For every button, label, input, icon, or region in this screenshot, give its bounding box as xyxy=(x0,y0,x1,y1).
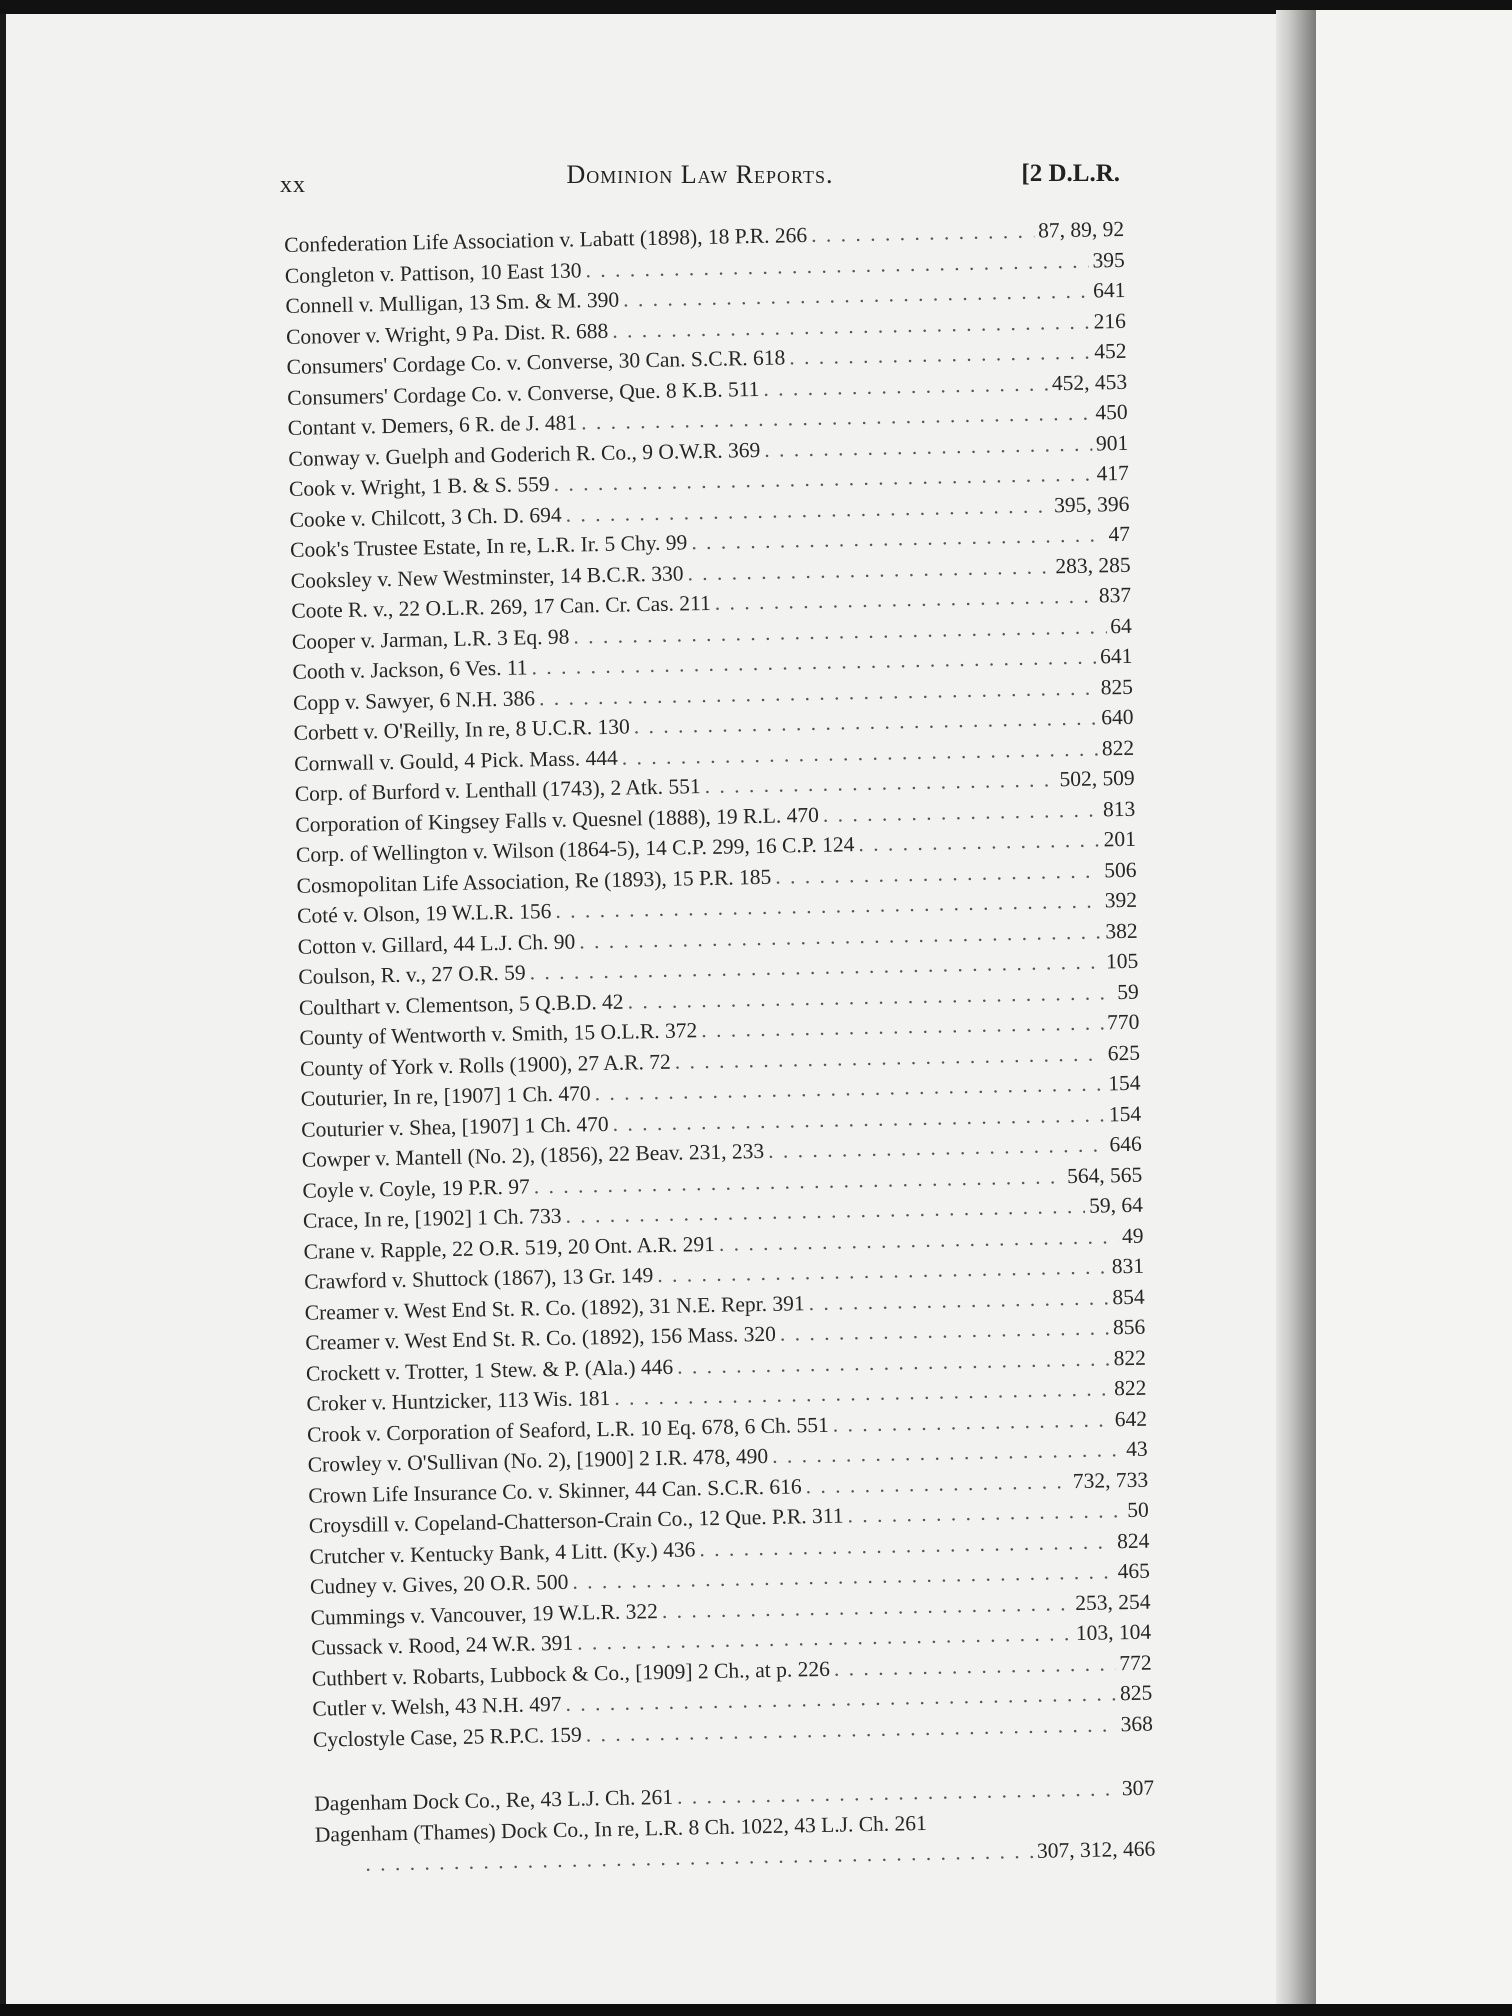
page-references: 392 xyxy=(1104,887,1138,913)
case-citation: Cussack v. Rood, 24 W.R. 391 xyxy=(310,1630,574,1660)
page-references: 831 xyxy=(1111,1253,1145,1279)
case-citation: Cooth v. Jackson, 6 Ves. 11 xyxy=(292,655,528,684)
page-references: 770 xyxy=(1106,1009,1140,1035)
case-citation: Cummings v. Vancouver, 19 W.L.R. 322 xyxy=(310,1598,659,1630)
case-citation: Crowley v. O'Sullivan (No. 2), [1900] 2 I.R. 478, 490 xyxy=(307,1443,769,1477)
case-citation: Coyle v. Coyle, 19 P.R. 97 xyxy=(302,1173,530,1203)
page-references: 822 xyxy=(1113,1375,1147,1401)
running-title: Dominion Law Reports. xyxy=(566,160,834,189)
page-references: 856 xyxy=(1112,1314,1146,1340)
page-references: 49 xyxy=(1121,1223,1144,1248)
right-page xyxy=(1316,10,1512,2004)
page-references: 395 xyxy=(1092,247,1125,272)
page-references: 854 xyxy=(1112,1284,1145,1309)
page-header xyxy=(280,160,1120,200)
case-citation: Cotton v. Gillard, 44 L.J. Ch. 90 xyxy=(297,929,576,959)
case-citation: Corp. of Burford v. Lenthall (1743), 2 Atk. 551 xyxy=(294,774,701,806)
case-citation: Cook's Trustee Estate, In re, L.R. Ir. 5 Chy. 99 xyxy=(289,530,688,562)
page-references: 59, 64 xyxy=(1088,1192,1144,1218)
table-of-cases xyxy=(284,214,1156,1880)
case-citation: Cornwall v. Gould, 4 Pick. Mass. 444 xyxy=(294,745,618,776)
case-citation: Cosmopolitan Life Association, Re (1893), 15 P.R. 185 xyxy=(296,864,772,898)
case-citation: Corporation of Kingsey Falls v. Quesnel (1888), 19 R.L. 470 xyxy=(295,802,820,837)
case-citation: County of Wentworth v. Smith, 15 O.L.R. 372 xyxy=(299,1018,698,1050)
dot-leader xyxy=(858,824,1100,859)
case-citation: Consumers' Cordage Co. v. Converse, Que. 8 K.B. 511 xyxy=(286,376,760,410)
page-references: 822 xyxy=(1101,735,1135,760)
case-citation: Cowper v. Mantell (No. 2), (1856), 22 Beav. 231, 233 xyxy=(301,1138,765,1172)
case-citation: Cudney v. Gives, 20 O.R. 500 xyxy=(309,1569,569,1599)
page-references: 87, 89, 92 xyxy=(1037,216,1125,243)
page-references: 307 xyxy=(1121,1775,1155,1801)
page-references: 837 xyxy=(1098,582,1132,608)
case-citation: Crawford v. Shuttock (1867), 13 Gr. 149 xyxy=(303,1263,654,1294)
case-citation: Cooper v. Jarman, L.R. 3 Eq. 98 xyxy=(291,624,570,654)
case-citation: Crutcher v. Kentucky Bank, 4 Litt. (Ky.) 436 xyxy=(309,1536,696,1569)
case-citation: Coulthart v. Clementson, 5 Q.B.D. 42 xyxy=(298,989,624,1020)
page-references: 382 xyxy=(1105,918,1138,943)
page-references: 105 xyxy=(1105,948,1139,974)
case-citation: Creamer v. West End St. R. Co. (1892), 31 N.E. Repr. 391 xyxy=(304,1290,805,1325)
page-references: 824 xyxy=(1116,1528,1150,1553)
page-references: 47 xyxy=(1108,521,1131,547)
case-citation: County of York v. Rolls (1900), 27 A.R. 72 xyxy=(299,1049,671,1081)
book-gutter xyxy=(1276,10,1316,2004)
case-citation: Cooksley v. New Westminster, 14 B.C.R. 330 xyxy=(290,560,684,593)
page-references: 465 xyxy=(1117,1558,1151,1584)
case-citation: Conway v. Guelph and Goderich R. Co., 9 O.W.R. 369 xyxy=(288,437,761,471)
case-citation: Confederation Life Association v. Labatt (1898), 18 P.R. 266 xyxy=(284,222,808,257)
page-references: 625 xyxy=(1107,1040,1141,1065)
page-references: 825 xyxy=(1100,674,1134,699)
dot-leader xyxy=(811,216,1035,251)
page-references: 59 xyxy=(1117,979,1140,1004)
case-citation: Couturier, In re, [1907] 1 Ch. 470 xyxy=(300,1081,591,1111)
case-citation: Cyclostyle Case, 25 R.P.C. 159 xyxy=(312,1722,582,1752)
page-references: 50 xyxy=(1126,1497,1149,1523)
volume-reference: [2 D.L.R. xyxy=(1021,160,1120,187)
page-references: 154 xyxy=(1108,1070,1141,1096)
case-citation: Cook v. Wright, 1 B. & S. 559 xyxy=(288,471,550,501)
page-references: 103, 104 xyxy=(1075,1619,1152,1646)
case-citation: Crane v. Rapple, 22 O.R. 519, 20 Ont. A.R. 291 xyxy=(303,1231,716,1264)
case-citation: Contant v. Demers, 6 R. de J. 481 xyxy=(287,410,578,440)
page-references: 43 xyxy=(1125,1436,1148,1462)
case-citation: Cutler v. Welsh, 43 N.H. 497 xyxy=(312,1691,562,1721)
page-references: 641 xyxy=(1099,643,1133,669)
page-references: 564, 565 xyxy=(1066,1162,1143,1188)
case-citation: Conover v. Wright, 9 Pa. Dist. R. 688 xyxy=(285,318,609,349)
page-references: 502, 509 xyxy=(1059,765,1135,792)
page-references: 452, 453 xyxy=(1051,369,1128,395)
page-references: 283, 285 xyxy=(1055,552,1131,578)
page-references: 201 xyxy=(1103,826,1137,852)
page-references: 772 xyxy=(1119,1650,1152,1675)
case-citation: Corp. of Wellington v. Wilson (1864-5), 14 C.P. 299, 16 C.P. 124 xyxy=(295,832,855,867)
page-references: 216 xyxy=(1093,308,1127,333)
case-citation: Consumers' Cordage Co. v. Converse, 30 Can. S.C.R. 618 xyxy=(286,345,786,379)
case-citation: Crown Life Insurance Co. v. Skinner, 44 Can. S.C.R. 616 xyxy=(308,1473,802,1508)
page-references: 154 xyxy=(1108,1101,1142,1126)
page-references: 646 xyxy=(1109,1131,1142,1157)
page-references: 813 xyxy=(1102,796,1136,821)
page-references: 253, 254 xyxy=(1075,1589,1151,1615)
page-references: 825 xyxy=(1119,1680,1153,1706)
case-citation: Couturier v. Shea, [1907] 1 Ch. 470 xyxy=(301,1111,609,1142)
page-references: 452 xyxy=(1094,338,1127,364)
scan-bottom-edge xyxy=(0,2004,1512,2016)
page-references: 642 xyxy=(1114,1406,1148,1431)
case-citation: Copp v. Sawyer, 6 N.H. 386 xyxy=(292,685,536,715)
case-citation: Dagenham Dock Co., Re, 43 L.J. Ch. 261 xyxy=(313,1784,674,1816)
page-references: 307, 312, 466 xyxy=(1036,1836,1156,1863)
case-citation: Corbett v. O'Reilly, In re, 8 U.C.R. 130 xyxy=(293,714,630,745)
case-citation: Croysdill v. Copeland-Chatterson-Crain Co., 12 Que. P.R. 311 xyxy=(308,1503,844,1538)
case-citation: Connell v. Mulligan, 13 Sm. & M. 390 xyxy=(285,287,620,318)
page-references: 450 xyxy=(1095,399,1128,425)
page-references: 395, 396 xyxy=(1053,491,1130,517)
case-citation: Coote R. v., 22 O.L.R. 269, 17 Can. Cr. Cas. 211 xyxy=(291,590,711,623)
page-references: 822 xyxy=(1113,1345,1147,1370)
page-number: xx xyxy=(280,172,306,198)
page-references: 64 xyxy=(1110,613,1132,638)
case-citation: Dagenham (Thames) Dock Co., In re, L.R. 8 Ch. 1022, 43 L.J. Ch. 261 xyxy=(314,1810,927,1847)
case-citation: Crook v. Corporation of Seaford, L.R. 10 Eq. 678, 6 Ch. 551 xyxy=(306,1412,829,1447)
page-references: 901 xyxy=(1095,430,1129,455)
case-citation: Cuthbert v. Robarts, Lubbock & Co., [1909] 2 Ch., at p. 226 xyxy=(311,1656,831,1691)
case-citation: Creamer v. West End St. R. Co. (1892), 156 Mass. 320 xyxy=(305,1321,777,1355)
case-citation: Coulson, R. v., 27 O.R. 59 xyxy=(298,960,526,989)
page-references: 641 xyxy=(1092,277,1126,303)
case-citation: Coté v. Olson, 19 W.L.R. 156 xyxy=(296,898,552,928)
case-citation: Cooke v. Chilcott, 3 Ch. D. 694 xyxy=(289,502,562,532)
page-references: 506 xyxy=(1103,857,1137,882)
page-references: 417 xyxy=(1096,460,1130,486)
page-references: 640 xyxy=(1101,704,1134,730)
dot-leader xyxy=(805,1466,1069,1502)
page-references: 368 xyxy=(1120,1711,1154,1736)
case-citation: Congleton v. Pattison, 10 East 130 xyxy=(284,257,582,288)
case-citation: Croker v. Huntzicker, 113 Wis. 181 xyxy=(306,1385,611,1416)
page-references: 732, 733 xyxy=(1072,1467,1149,1493)
case-citation: Crockett v. Trotter, 1 Stew. & P. (Ala.) 446 xyxy=(305,1354,674,1386)
case-citation: Crace, In re, [1902] 1 Ch. 733 xyxy=(302,1203,562,1233)
